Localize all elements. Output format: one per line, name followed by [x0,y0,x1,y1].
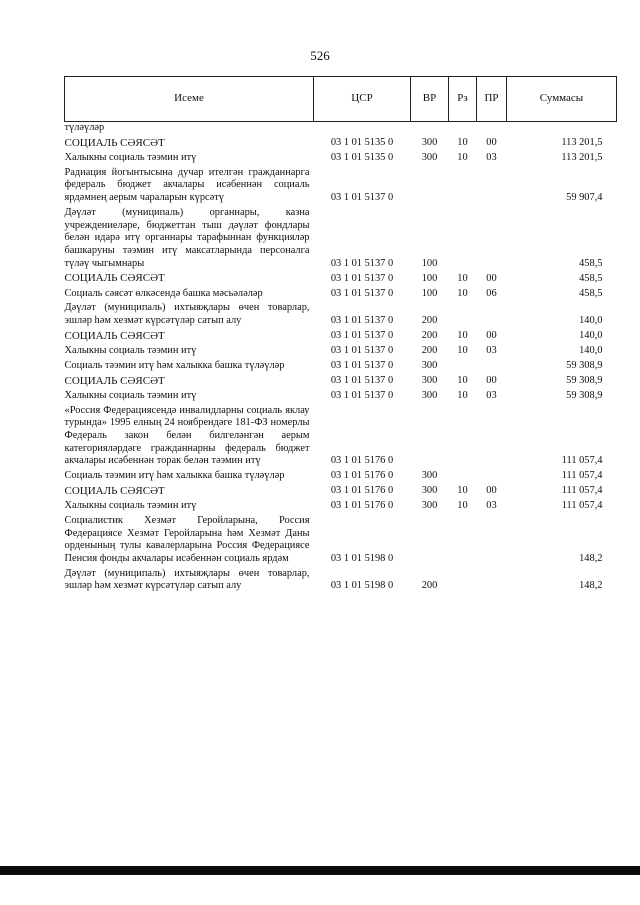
cell-vr: 300 [421,500,438,512]
cell-vr [411,122,449,137]
cell-sum: 113 201,5 [561,137,603,149]
header-name: Исеме [65,77,314,122]
cell-name: «Россия Федерациясендә инвалидларны социаль яклау турында» 1995 елның 24 ноябрендәге 181-ФЗ номерлы Федераль закон белән билгеләнгән аерым категорияләрдәге гражданнарны федераль бюджет акчалары исәбеннән торак белән тәэмин итү [64,404,310,467]
cell-name: Дәүләт (муниципаль) ихтыяҗлары өчен товарлар, эшләр һәм хезмәт күрсәтүләр сатып алу [64,302,310,327]
cell-pr: 03 [486,500,497,512]
cell-pr [477,515,507,568]
cell-name: Халыкны социаль тәэмин итү [64,500,197,512]
cell-rz [449,360,477,375]
table-row [65,568,617,595]
cell-csr: 03 1 01 5137 0 [330,315,394,327]
cell-sum: 111 057,4 [561,500,603,512]
cell-sum: 111 057,4 [561,485,603,497]
cell-vr: 300 [421,359,438,371]
cell-pr [477,470,507,485]
cell-rz [449,405,477,470]
cell-csr: 03 1 01 5135 0 [330,152,394,164]
cell-sum: 111 057,4 [561,455,603,467]
table-header [65,77,617,122]
cell-csr: 03 1 01 5135 0 [330,137,394,149]
table-row [65,272,617,287]
cell-pr: 06 [486,287,497,299]
cell-pr [477,167,507,207]
cell-name: Дәүләт (муниципаль) ихтыяҗлары өчен товарлар, эшләр һәм хезмәт күрсәтүләр сатып алу [64,567,310,592]
cell-sum: 458,5 [579,287,603,299]
cell-sum: 59 308,9 [566,389,603,401]
table-row [65,207,617,272]
cell-name: Радиация йогынтысына дучар ителгән гражданнарга федераль бюджет акчалары исәбеннән социаль ярдәмнең аерым чараларын күрсәтү [64,166,310,204]
cell-rz: 10 [457,152,468,164]
cell-rz: 10 [457,375,468,387]
cell-vr: 200 [421,315,438,327]
cell-sum: 140,0 [579,315,603,327]
table-row [65,302,617,329]
cell-vr: 300 [421,485,438,497]
cell-sum: 140,0 [579,345,603,357]
cell-name: Халыкны социаль тәэмин итү [64,389,197,401]
cell-vr: 200 [421,580,438,592]
table-row [65,405,617,470]
cell-csr: 03 1 01 5137 0 [330,273,394,284]
cell-pr [477,207,507,272]
cell-vr: 100 [421,273,438,284]
cell-rz [449,568,477,595]
cell-pr [477,122,507,137]
budget-table [64,76,617,595]
cell-vr [411,515,449,568]
cell-name: Социалистик Хезмәт Геройларына, Россия Федерациясе Хезмәт Геройларына һәм Хезмәт Даны орденының тулы кавалерларына Россия Федерациясе Пенсия фонды акчалары исәбеннән социаль ярдәм [64,514,310,564]
table-row [65,137,617,152]
table-row [65,167,617,207]
table-row [65,288,617,303]
cell-pr [477,405,507,470]
header-vr: ВР [411,77,449,122]
cell-csr: 03 1 01 5137 0 [330,345,394,357]
cell-sum [507,122,617,137]
cell-rz: 10 [457,137,468,149]
cell-rz: 10 [457,273,468,284]
cell-sum: 59 308,9 [566,359,603,371]
cell-pr: 00 [486,485,497,497]
cell-csr: 03 1 01 5137 0 [330,359,394,371]
cell-csr: 03 1 01 5137 0 [330,330,394,342]
table-row [65,360,617,375]
cell-csr: 03 1 01 5137 0 [330,287,394,299]
table-row [65,375,617,390]
cell-pr: 00 [486,137,497,149]
cell-pr: 03 [486,152,497,164]
table-row [65,470,617,485]
bottom-border-bar [0,866,640,875]
cell-pr: 03 [486,345,497,357]
cell-csr: 03 1 01 5176 0 [330,485,394,497]
cell-sum: 140,0 [579,330,603,342]
cell-name: Халыкны социаль тәэмин итү [64,345,197,357]
cell-rz: 10 [457,389,468,401]
cell-sum: 148,2 [579,552,603,564]
table-row [65,345,617,360]
cell-csr: 03 1 01 5137 0 [330,192,394,204]
header-csr: ЦСР [314,77,411,122]
cell-sum: 148,2 [579,580,603,592]
cell-vr: 300 [421,137,438,149]
cell-rz [449,207,477,272]
cell-pr: 00 [486,273,497,284]
cell-rz: 10 [457,330,468,342]
cell-csr [314,122,411,137]
cell-name: Социаль тәэмин итү һәм халыкка башка түләүләр [64,470,285,482]
cell-name: СОЦИАЛЬ СӘЯСӘТ [64,484,165,497]
header-sum: Суммасы [507,77,617,122]
cell-pr: 00 [486,375,497,387]
cell-vr [411,167,449,207]
cell-pr: 03 [486,389,497,401]
cell-rz [449,122,477,137]
cell-name: СОЦИАЛЬ СӘЯСӘТ [64,329,165,342]
cell-pr [477,360,507,375]
cell-csr: 03 1 01 5176 0 [330,470,394,482]
cell-rz [449,167,477,207]
table-row [65,122,617,137]
cell-vr: 300 [421,152,438,164]
cell-rz: 10 [457,287,468,299]
cell-csr: 03 1 01 5176 0 [330,455,394,467]
cell-vr: 300 [421,470,438,482]
cell-csr: 03 1 01 5176 0 [330,500,394,512]
cell-rz [449,302,477,329]
cell-pr: 00 [486,330,497,342]
cell-rz: 10 [457,500,468,512]
cell-csr: 03 1 01 5198 0 [330,580,394,592]
table-body [65,122,617,595]
cell-csr: 03 1 01 5198 0 [330,552,394,564]
cell-rz [449,470,477,485]
cell-sum: 59 308,9 [566,375,603,387]
cell-name: түләүләр [64,122,105,133]
table-row [65,330,617,345]
cell-pr [477,568,507,595]
cell-name: Халыкны социаль тәэмин итү [64,152,197,164]
cell-csr: 03 1 01 5137 0 [330,257,394,269]
cell-vr: 200 [421,345,438,357]
header-pr: ПР [477,77,507,122]
cell-name: Социаль сәясәт өлкәсендә башка мәсьәләләр [64,287,263,299]
cell-name: Социаль тәэмин итү һәм халыкка башка түләүләр [64,359,285,371]
cell-rz: 10 [457,485,468,497]
cell-sum: 458,5 [579,273,603,284]
table-row [65,152,617,167]
cell-rz [449,515,477,568]
cell-vr: 300 [421,389,438,401]
cell-sum: 458,5 [579,257,603,269]
cell-vr: 100 [421,257,438,269]
cell-vr [411,405,449,470]
table-row [65,485,617,500]
cell-vr: 300 [421,375,438,387]
cell-sum: 113 201,5 [561,152,603,164]
cell-vr: 100 [421,287,438,299]
cell-csr: 03 1 01 5137 0 [330,375,394,387]
cell-csr: 03 1 01 5137 0 [330,389,394,401]
cell-sum: 111 057,4 [561,470,603,482]
header-rz: Рз [449,77,477,122]
cell-rz: 10 [457,345,468,357]
cell-name: Дәүләт (муниципаль) органнары, казна учреждениеләре, бюджеттан тыш дәүләт фондлары белән идарә итү органнары тарафыннан функцияләр башкаруны тәэмин итү максатларында персоналга түләү чыгымнары [64,206,310,269]
cell-pr [477,302,507,329]
cell-sum: 59 907,4 [566,192,603,204]
cell-name: СОЦИАЛЬ СӘЯСӘТ [64,272,165,285]
table-row [65,390,617,405]
table-row [65,500,617,515]
cell-name: СОЦИАЛЬ СӘЯСӘТ [64,374,165,387]
cell-name: СОЦИАЛЬ СӘЯСӘТ [64,136,165,149]
table-row [65,515,617,568]
page-number: 526 [310,48,330,63]
cell-vr: 200 [421,330,438,342]
